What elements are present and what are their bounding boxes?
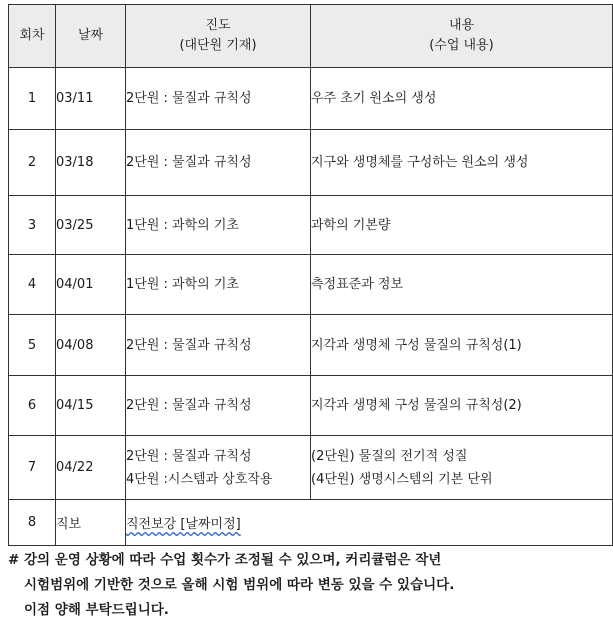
header-content-sub: (수업 내용)	[429, 38, 494, 53]
row-progress-line: 2단원 : 물질과 규칙성	[126, 448, 252, 464]
row-progress: 1단원 : 과학의 기초	[126, 196, 311, 255]
row-progress-line: 4단원 :시스템과 상호작용	[126, 471, 273, 487]
row-number: 3	[9, 196, 56, 255]
row-content: 측정표준과 정보	[311, 255, 613, 315]
row-content: 우주 초기 원소의 생성	[311, 68, 613, 130]
footnote-line-3: 이점 양해 부탁드립니다.	[24, 602, 169, 618]
table-row	[9, 436, 613, 500]
row-number: 2	[9, 130, 56, 196]
header-progress-title: 진도	[205, 18, 231, 33]
row-number: 5	[9, 315, 56, 376]
header-progress-sub: (대단원 기재)	[179, 38, 257, 53]
table-row	[9, 315, 613, 376]
row-number: 7	[9, 436, 56, 500]
row-content: 과학의 기본량	[311, 196, 613, 255]
row-number: 6	[9, 376, 56, 436]
footnote-hash: #	[8, 552, 20, 568]
footnote-text-1: 강의 운영 상황에 따라 수업 횟수가 조정될 수 있으며, 커리큘럼은 작년	[24, 552, 442, 568]
header-content-title: 내용	[448, 18, 475, 33]
header-content	[311, 5, 613, 68]
table-header-row	[9, 5, 613, 68]
row-content-line: (2단원) 물질의 전기적 성질	[311, 448, 468, 464]
row-content-line: (4단원) 생명시스템의 기본 단위	[311, 471, 493, 487]
row-content: 지각과 생명체 구성 물질의 규칙성(1)	[311, 315, 613, 376]
row-number: 8	[9, 500, 56, 546]
row-date: 03/11	[56, 68, 126, 130]
row-content: 지각과 생명체 구성 물질의 규칙성(2)	[311, 376, 613, 436]
row-date: 03/25	[56, 196, 126, 255]
header-round: 회차	[9, 5, 56, 68]
footnote-line-2: 시험범위에 기반한 것으로 올해 시험 범위에 따라 변동 있을 수 있습니다.	[24, 577, 455, 593]
row-progress	[126, 436, 311, 500]
table-row	[9, 255, 613, 315]
table-row	[9, 376, 613, 436]
row-date: 03/18	[56, 130, 126, 196]
row-progress: 2단원 : 물질과 규칙성	[126, 68, 311, 130]
table-row	[9, 130, 613, 196]
header-progress	[126, 5, 311, 68]
table-row	[9, 196, 613, 255]
row-content	[311, 436, 613, 500]
row-number: 4	[9, 255, 56, 315]
header-date: 날짜	[56, 5, 126, 68]
merged-note-text: 직전보강 [날짜미정]	[126, 517, 241, 532]
row-date: 04/08	[56, 315, 126, 376]
row-progress: 2단원 : 물질과 규칙성	[126, 315, 311, 376]
schedule-table	[8, 4, 613, 546]
row-content: 지구와 생명체를 구성하는 원소의 생성	[311, 130, 613, 196]
table-row	[9, 68, 613, 130]
row-progress: 1단원 : 과학의 기초	[126, 255, 311, 315]
footnote-line-1	[8, 548, 608, 573]
row-date: 04/22	[56, 436, 126, 500]
table-row	[9, 500, 613, 546]
footnote	[8, 548, 608, 623]
row-date: 04/15	[56, 376, 126, 436]
row-date: 04/01	[56, 255, 126, 315]
row-date: 직보	[56, 500, 126, 546]
row-progress: 2단원 : 물질과 규칙성	[126, 130, 311, 196]
row-merged-note	[126, 500, 613, 546]
row-number: 1	[9, 68, 56, 130]
row-progress: 2단원 : 물질과 규칙성	[126, 376, 311, 436]
